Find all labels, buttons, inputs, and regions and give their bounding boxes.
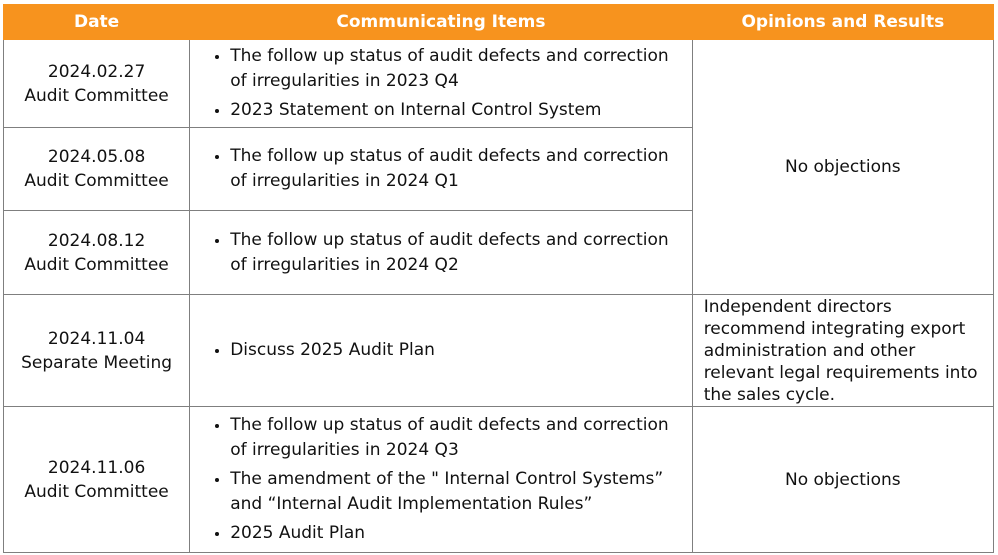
date-cell [4, 40, 190, 128]
table-row [4, 40, 994, 128]
result-cell: No objections [692, 407, 993, 553]
table-row [4, 407, 994, 553]
list-item: • Discuss 2025 Audit Plan [230, 338, 692, 363]
header-row [4, 5, 994, 40]
meeting-type: Audit Committee [24, 254, 169, 275]
table-row [4, 295, 994, 407]
result-cell: Independent directors recommend integrating export administration and other relevant legal requirements into the sales cycle. [692, 295, 993, 407]
list-item: • The follow up status of audit defects and correction of irregularities in 2023 Q4 [230, 44, 692, 94]
meeting-date: 2024.08.12 [47, 230, 146, 251]
date-cell [4, 128, 190, 211]
header-date: Date [4, 5, 190, 40]
result-cell: No objections [692, 40, 993, 295]
list-item: • The follow up status of audit defects and correction of irregularities in 2024 Q1 [230, 144, 692, 194]
header-opinions-results: Opinions and Results [692, 5, 993, 40]
audit-communication-table [3, 4, 994, 553]
date-cell [4, 407, 190, 553]
meeting-date: 2024.02.27 [47, 61, 146, 82]
meeting-type: Audit Committee [24, 85, 169, 106]
date-cell [4, 295, 190, 407]
list-item: • 2025 Audit Plan [230, 521, 692, 546]
items-cell [190, 40, 693, 128]
meeting-date: 2024.05.08 [47, 147, 146, 167]
meeting-type: Audit Committee [24, 481, 169, 502]
meeting-date: 2024.11.04 [47, 328, 146, 349]
meeting-type: Audit Committee [24, 171, 169, 191]
date-cell [4, 211, 190, 295]
items-cell [190, 128, 693, 211]
list-item: • The amendment of the " Internal Control Systems” and “Internal Audit Implementation Rules” [230, 467, 692, 517]
list-item: • 2023 Statement on Internal Control System [230, 98, 692, 123]
items-cell [190, 295, 693, 407]
meeting-date: 2024.11.06 [47, 457, 146, 478]
items-cell [190, 211, 693, 295]
list-item: • The follow up status of audit defects and correction of irregularities in 2024 Q2 [230, 228, 692, 278]
list-item: • The follow up status of audit defects and correction of irregularities in 2024 Q3 [230, 413, 692, 463]
header-communicating-items: Communicating Items [190, 5, 693, 40]
meeting-type: Separate Meeting [21, 352, 173, 373]
items-cell [190, 407, 693, 553]
